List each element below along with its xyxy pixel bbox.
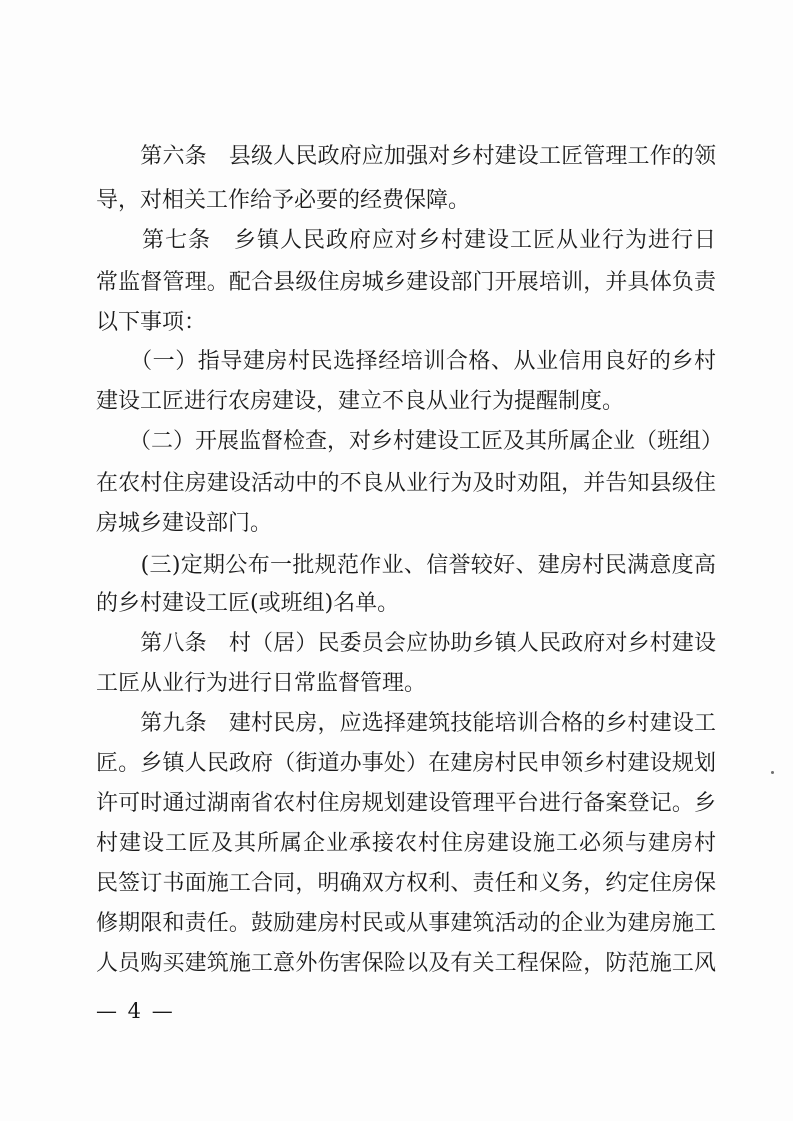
text-line: 村建设工匠及其所属企业承接农村住房建设施工必须与建房村 (96, 831, 716, 856)
text-line: (三)定期公布一批规范作业、信誉较好、建房村民满意度高 (96, 553, 716, 578)
text-line: 第八条 村（居）民委员会应协助乡镇人民政府对乡村建设 (96, 631, 716, 656)
text-line: 在农村住房建设活动中的不良从业行为及时劝阻，并告知县级住 (96, 471, 716, 496)
text-line: 房城乡建设部门。 (96, 511, 273, 536)
scan-speck (771, 771, 774, 774)
text-line: 第九条 建村民房，应选择建筑技能培训合格的乡村建设工 (96, 711, 716, 736)
text-line: 建设工匠进行农房建设，建立不良从业行为提醒制度。 (96, 389, 625, 414)
text-line: 匠。乡镇人民政府（街道办事处）在建房村民申领乡村建设规划 (96, 751, 716, 776)
text-line: 常监督管理。配合县级住房城乡建设部门开展培训，并具体负责 (96, 270, 716, 295)
text-line: 工匠从业行为进行日常监督管理。 (96, 671, 427, 696)
text-line: 修期限和责任。鼓励建房村民或从事建筑活动的企业为建房施工 (96, 911, 716, 936)
text-line: 第七条 乡镇人民政府应对乡村建设工匠从业行为进行日 (96, 228, 716, 253)
text-line: 人员购买建筑施工意外伤害保险以及有关工程保险，防范施工风 (96, 951, 716, 976)
text-line: （一）指导建房村民选择经培训合格、从业信用良好的乡村 (96, 349, 716, 374)
text-line: （二）开展监督检查，对乡村建设工匠及其所属企业（班组） (96, 429, 724, 454)
text-line: 第六条 县级人民政府应加强对乡村建设工匠管理工作的领 (96, 144, 716, 169)
text-line: 以下事项： (96, 310, 207, 335)
text-line: 的乡村建设工匠(或班组)名单。 (96, 591, 400, 616)
text-line: 导，对相关工作给予必要的经费保障。 (96, 188, 471, 213)
text-line: 许可时通过湖南省农村住房规划建设管理平台进行备案登记。乡 (96, 791, 716, 816)
text-line: 民签订书面施工合同，明确双方权利、责任和义务，约定住房保 (96, 871, 716, 896)
page-number: — 4 — (96, 999, 175, 1023)
